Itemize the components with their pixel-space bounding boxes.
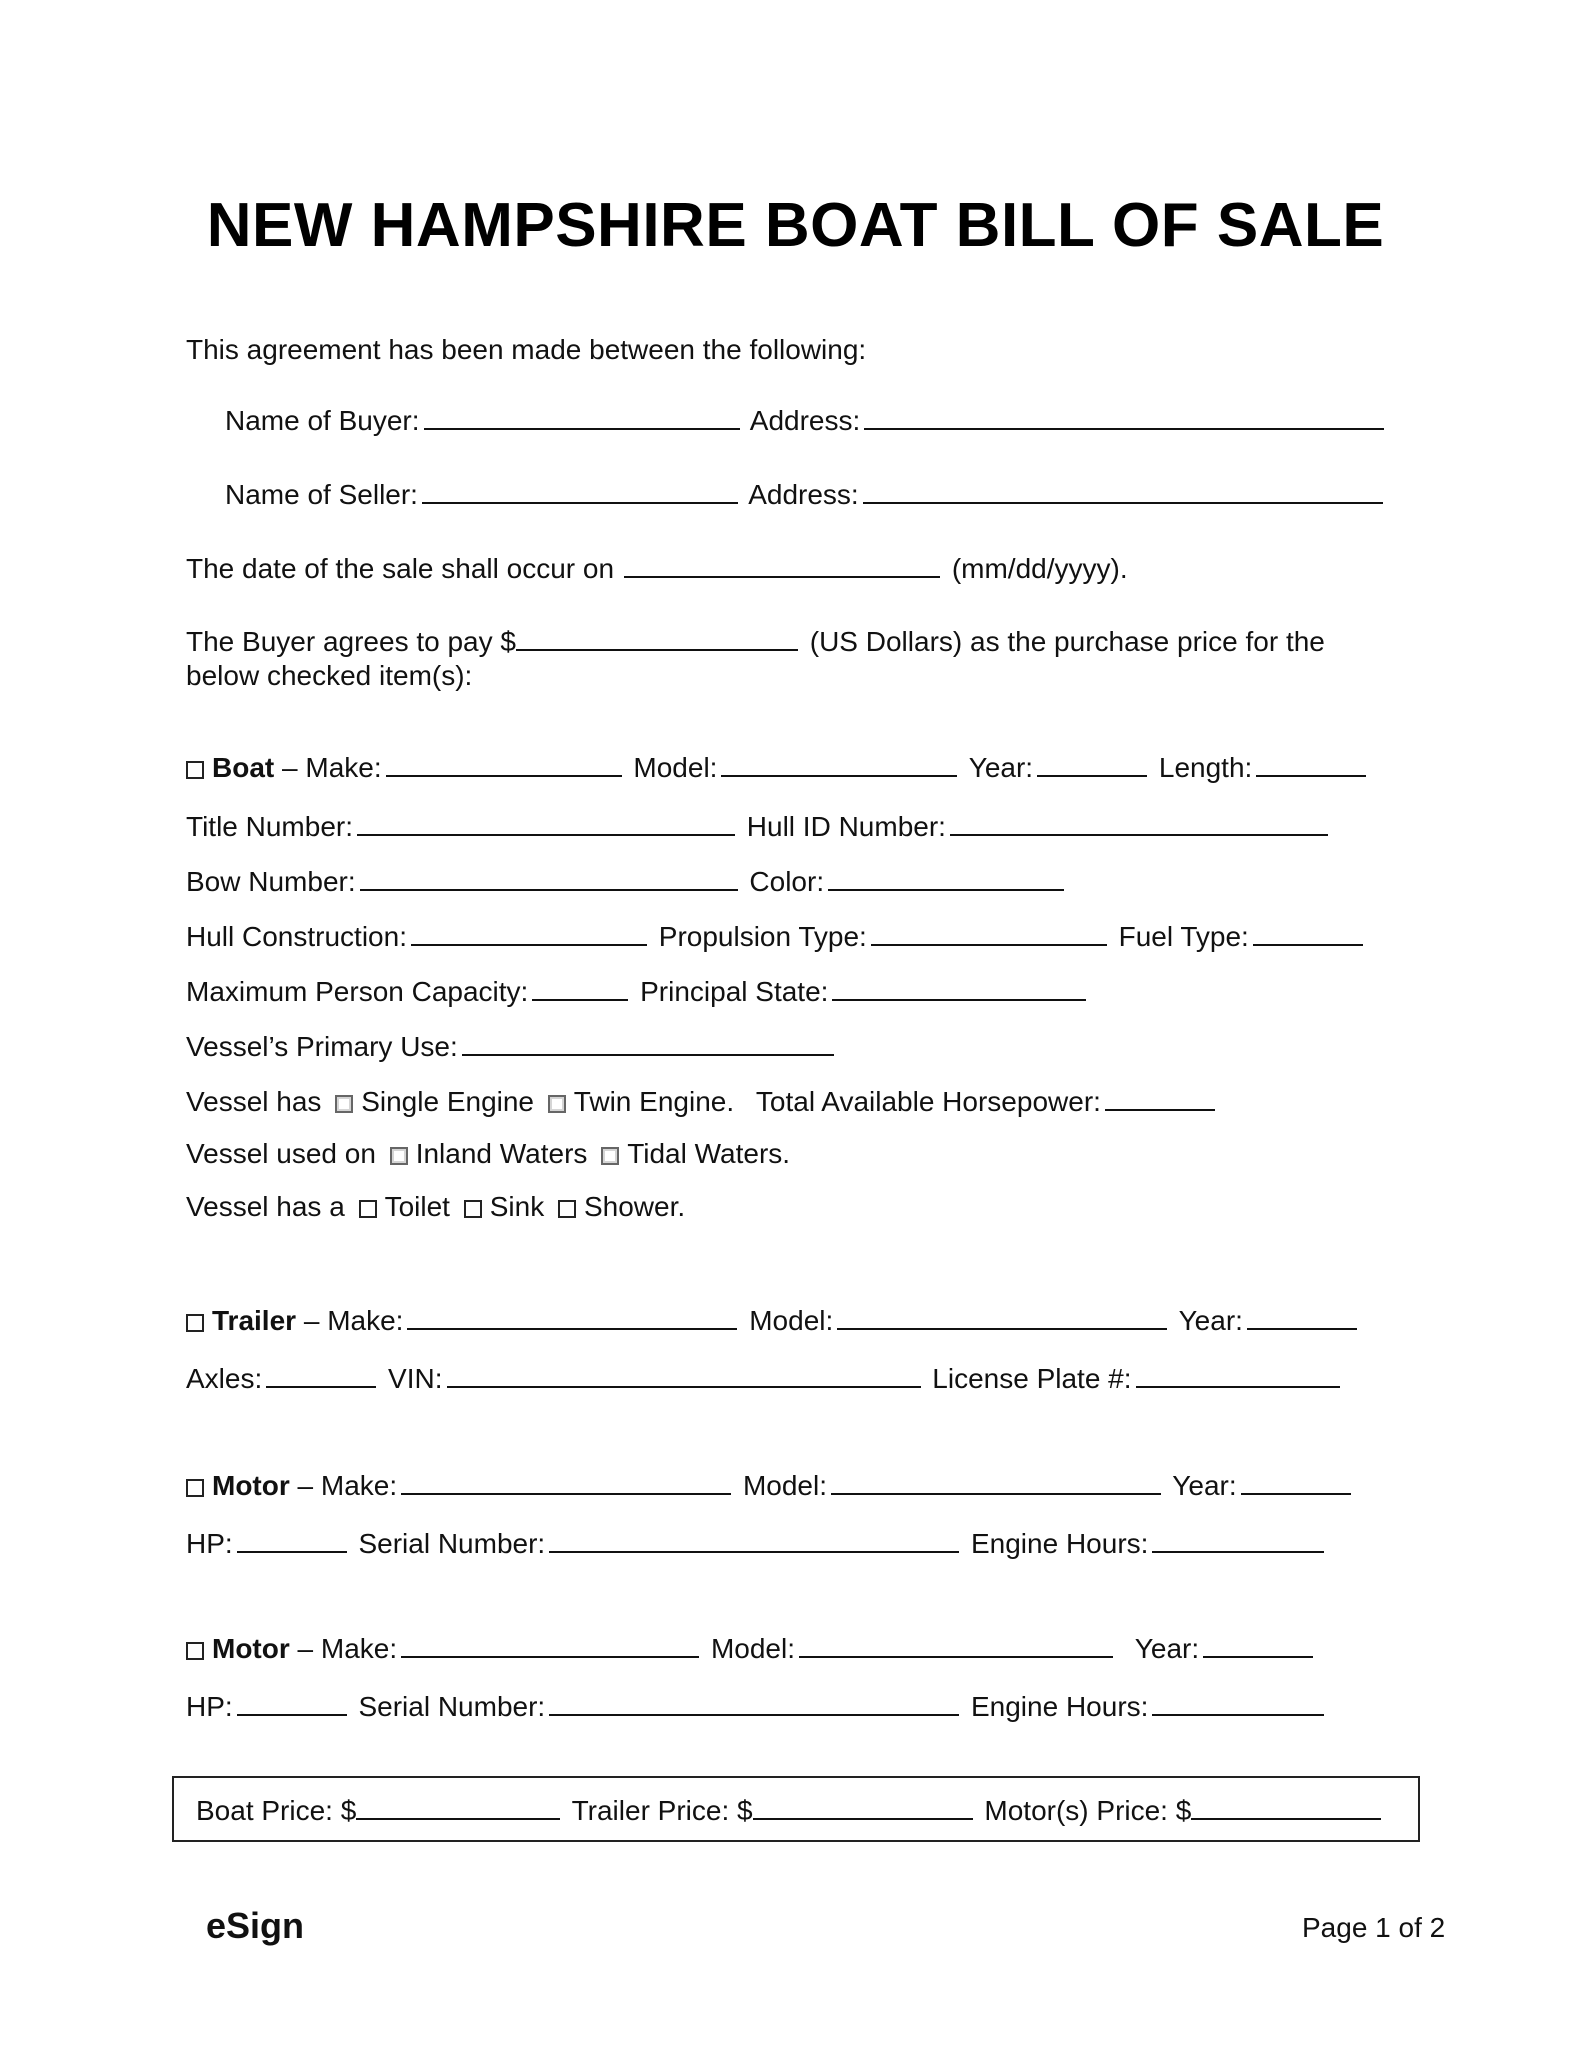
trailer-heading-row <box>186 1302 1361 1338</box>
trailer-make-field[interactable] <box>407 1302 737 1330</box>
engine-row <box>186 1083 1219 1119</box>
document-title: NEW HAMPSHIRE BOAT BILL OF SALE <box>206 191 1385 260</box>
motor2-hours-field[interactable] <box>1152 1688 1324 1716</box>
motor1-dash: – <box>297 1470 314 1501</box>
trailer-price-field[interactable] <box>753 1792 973 1820</box>
motor2-model-field[interactable] <box>799 1630 1113 1658</box>
sale-date-prefix: The date of the sale shall occur on <box>186 553 615 584</box>
motor2-year-field[interactable] <box>1203 1630 1313 1658</box>
boat-use-row <box>186 1028 838 1064</box>
fuel-type-label: Fuel Type: <box>1118 921 1249 952</box>
axles-label: Axles: <box>186 1363 263 1394</box>
motor1-serial-label: Serial Number: <box>358 1528 546 1559</box>
twin-engine-label: Twin Engine. <box>573 1086 735 1117</box>
boat-price-field[interactable] <box>356 1792 560 1820</box>
trailer-dash: – <box>303 1305 320 1336</box>
motor1-details-row <box>186 1525 1328 1561</box>
horsepower-field[interactable] <box>1105 1083 1215 1111</box>
trailer-model-label: Model: <box>749 1305 834 1336</box>
hull-construction-field[interactable] <box>411 918 647 946</box>
boat-heading-row <box>186 749 1370 785</box>
bow-number-field[interactable] <box>360 863 738 891</box>
boat-hull-row <box>186 918 1367 954</box>
color-field[interactable] <box>828 863 1064 891</box>
boat-model-field[interactable] <box>721 749 957 777</box>
primary-use-field[interactable] <box>462 1028 834 1056</box>
seller-row <box>225 476 1387 512</box>
boat-length-label: Length: <box>1158 752 1253 783</box>
motor1-model-label: Model: <box>742 1470 827 1501</box>
seller-name-field[interactable] <box>422 476 738 504</box>
boat-title-row <box>186 808 1332 844</box>
motor2-model-label: Model: <box>710 1633 795 1664</box>
sale-date-field[interactable] <box>624 550 940 578</box>
esign-logo: eSign <box>206 1905 305 1946</box>
primary-use-label: Vessel’s Primary Use: <box>186 1031 458 1062</box>
amenities-prefix: Vessel has a <box>186 1191 345 1222</box>
motor2-heading: Motor <box>212 1633 290 1664</box>
trailer-year-field[interactable] <box>1247 1302 1357 1330</box>
vin-field[interactable] <box>447 1360 921 1388</box>
waters-row <box>186 1137 790 1171</box>
waters-prefix: Vessel used on <box>186 1138 376 1169</box>
motor1-hp-label: HP: <box>186 1528 233 1559</box>
payment-suffix: (US Dollars) as the purchase price for the <box>809 626 1325 657</box>
buyer-name-field[interactable] <box>424 402 740 430</box>
trailer-year-label: Year: <box>1178 1305 1243 1336</box>
trailer-make-label: Make: <box>327 1305 404 1336</box>
axles-field[interactable] <box>266 1360 376 1388</box>
motor1-make-label: Make: <box>320 1470 398 1501</box>
motor1-hours-label: Engine Hours: <box>970 1528 1149 1559</box>
buyer-address-label: Address: <box>749 405 861 436</box>
shower-label: Shower. <box>583 1191 686 1222</box>
page-number: Page 1 of 2 <box>1302 1912 1446 1943</box>
buyer-address-field[interactable] <box>864 402 1384 430</box>
seller-name-label: Name of Seller: <box>225 479 418 510</box>
seller-address-label: Address: <box>748 479 859 510</box>
price-row <box>196 1792 1385 1828</box>
bow-number-label: Bow Number: <box>186 866 356 897</box>
hull-id-label: Hull ID Number: <box>746 811 946 842</box>
fuel-type-field[interactable] <box>1253 918 1363 946</box>
capacity-label: Maximum Person Capacity: <box>186 976 529 1007</box>
boat-price-label: Boat Price: $ <box>196 1795 357 1826</box>
boat-make-field[interactable] <box>386 749 622 777</box>
plate-label: License Plate #: <box>932 1363 1132 1394</box>
tidal-waters-label: Tidal Waters. <box>627 1138 791 1169</box>
boat-capacity-row <box>186 973 1090 1009</box>
motor1-serial-field[interactable] <box>549 1525 959 1553</box>
motor1-year-field[interactable] <box>1241 1467 1351 1495</box>
payment-amount-field[interactable] <box>516 623 798 651</box>
sale-date-suffix: (mm/dd/yyyy). <box>951 553 1128 584</box>
motor2-make-label: Make: <box>320 1633 398 1664</box>
boat-bow-row <box>186 863 1068 899</box>
amenities-row <box>186 1190 685 1224</box>
engine-prefix: Vessel has <box>186 1086 322 1117</box>
motor1-year-label: Year: <box>1172 1470 1237 1501</box>
twin-engine-checkbox[interactable] <box>548 1095 566 1113</box>
motors-price-field[interactable] <box>1191 1792 1381 1820</box>
motor2-heading-row <box>186 1630 1317 1666</box>
sale-date-row <box>186 550 1128 586</box>
title-number-label: Title Number: <box>186 811 354 842</box>
boat-heading: Boat <box>212 752 275 783</box>
boat-make-label: Make: <box>305 752 382 783</box>
propulsion-label: Propulsion Type: <box>658 921 867 952</box>
shower-checkbox[interactable] <box>558 1200 576 1218</box>
motor1-model-field[interactable] <box>831 1467 1161 1495</box>
hull-id-field[interactable] <box>950 808 1328 836</box>
boat-model-label: Model: <box>633 752 718 783</box>
motor2-year-label: Year: <box>1134 1633 1200 1664</box>
toilet-label: Toilet <box>384 1191 450 1222</box>
toilet-checkbox[interactable] <box>359 1200 377 1218</box>
capacity-field[interactable] <box>532 973 628 1001</box>
motor2-hp-field[interactable] <box>237 1688 347 1716</box>
trailer-model-field[interactable] <box>837 1302 1167 1330</box>
motor2-serial-label: Serial Number: <box>358 1691 546 1722</box>
buyer-name-label: Name of Buyer: <box>225 405 420 436</box>
motor2-serial-field[interactable] <box>549 1688 959 1716</box>
trailer-price-label: Trailer Price: $ <box>571 1795 753 1826</box>
boat-year-label: Year: <box>968 752 1034 783</box>
motor2-checkbox[interactable] <box>186 1642 204 1660</box>
motor1-heading-row <box>186 1467 1355 1503</box>
color-label: Color: <box>749 866 825 897</box>
payment-row <box>186 623 1325 659</box>
single-engine-checkbox[interactable] <box>335 1095 353 1113</box>
trailer-details-row <box>186 1360 1344 1396</box>
plate-field[interactable] <box>1136 1360 1340 1388</box>
principal-state-field[interactable] <box>832 973 1086 1001</box>
motor1-hp-field[interactable] <box>237 1525 347 1553</box>
motor2-details-row <box>186 1688 1328 1724</box>
intro-text: This agreement has been made between the following: <box>186 334 867 365</box>
trailer-checkbox[interactable] <box>186 1314 204 1332</box>
single-engine-label: Single Engine <box>361 1086 535 1117</box>
title-number-field[interactable] <box>357 808 735 836</box>
motor2-hp-label: HP: <box>186 1691 233 1722</box>
boat-year-field[interactable] <box>1037 749 1147 777</box>
motor1-hours-field[interactable] <box>1152 1525 1324 1553</box>
principal-state-label: Principal State: <box>640 976 829 1007</box>
motor2-hours-label: Engine Hours: <box>970 1691 1149 1722</box>
motor2-make-field[interactable] <box>401 1630 699 1658</box>
motor1-checkbox[interactable] <box>186 1479 204 1497</box>
inland-waters-label: Inland Waters <box>415 1138 588 1169</box>
motor2-dash: – <box>297 1633 314 1664</box>
inland-waters-checkbox[interactable] <box>390 1147 408 1165</box>
vin-label: VIN: <box>388 1363 443 1394</box>
boat-dash: – <box>282 752 298 783</box>
seller-address-field[interactable] <box>863 476 1383 504</box>
payment-prefix: The Buyer agrees to pay $ <box>186 626 516 657</box>
boat-length-field[interactable] <box>1256 749 1366 777</box>
motor1-heading: Motor <box>212 1470 290 1501</box>
buyer-row <box>225 402 1388 438</box>
tidal-waters-checkbox[interactable] <box>601 1147 619 1165</box>
horsepower-label: Total Available Horsepower: <box>755 1086 1101 1117</box>
boat-checkbox[interactable] <box>186 761 204 779</box>
motors-price-label: Motor(s) Price: $ <box>984 1795 1192 1826</box>
trailer-heading: Trailer <box>212 1305 297 1336</box>
sink-label: Sink <box>489 1191 545 1222</box>
sink-checkbox[interactable] <box>464 1200 482 1218</box>
propulsion-field[interactable] <box>871 918 1107 946</box>
motor1-make-field[interactable] <box>401 1467 731 1495</box>
hull-construction-label: Hull Construction: <box>186 921 407 952</box>
payment-line2: below checked item(s): <box>186 660 473 691</box>
